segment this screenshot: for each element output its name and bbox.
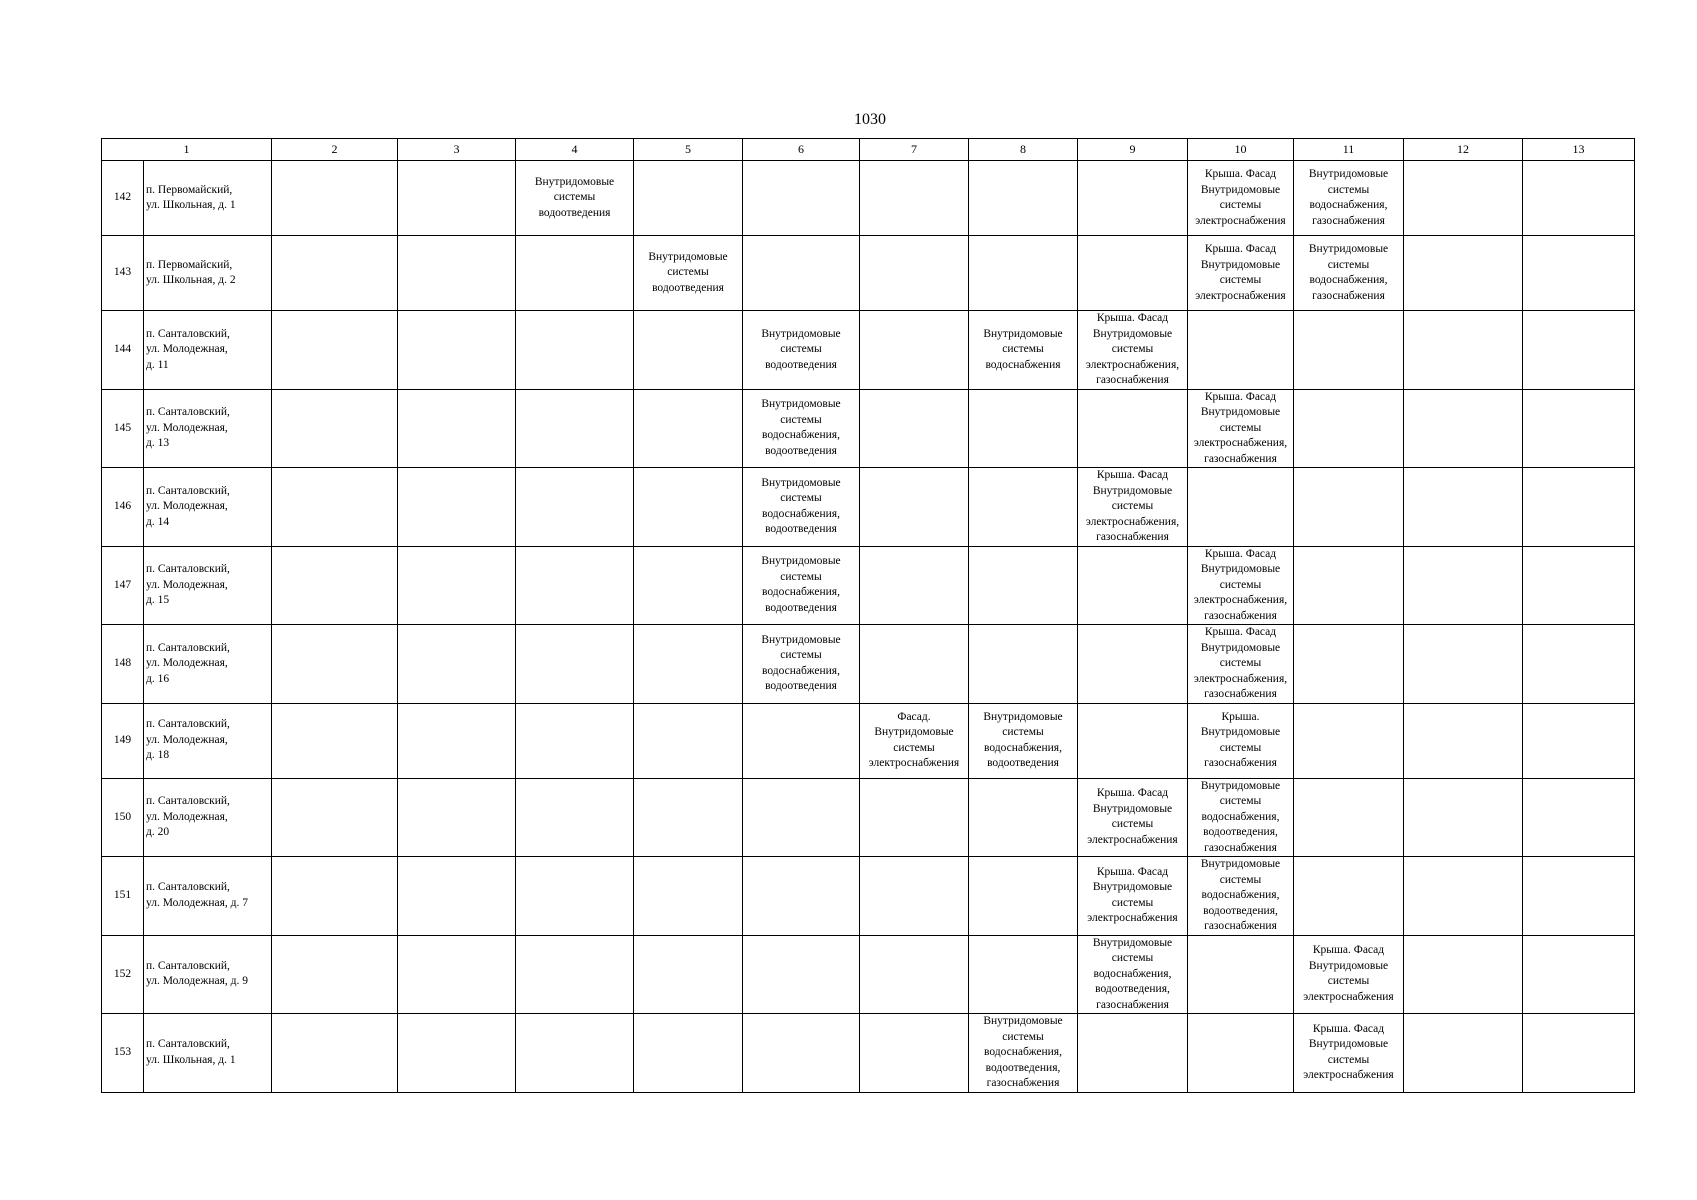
table-cell: Внутридомовые системы водоснабжения, водоотведения (743, 468, 860, 547)
table-cell: Внутридомовые системы водоснабжения, газоснабжения (1294, 236, 1404, 311)
table-cell (516, 1014, 634, 1093)
repair-schedule-table (101, 138, 1635, 1093)
column-header: 3 (398, 139, 516, 161)
table-cell (634, 703, 743, 778)
address-cell: п. Санталовский, ул. Молодежная, д. 20 (144, 778, 272, 857)
address-cell: п. Санталовский, ул. Молодежная, д. 16 (144, 625, 272, 704)
address-cell: п. Санталовский, ул. Молодежная, д. 18 (144, 703, 272, 778)
table-cell: Внутридомовые системы водоснабжения, водоотведения, газоснабжения (969, 1014, 1078, 1093)
table-cell: Внутридомовые системы водоотведения (634, 236, 743, 311)
row-number: 152 (102, 935, 144, 1014)
table-cell: Крыша. Фасад Внутридомовые системы электроснабжения, газоснабжения (1188, 625, 1294, 704)
table-cell: Крыша. Фасад Внутридомовые системы электроснабжения (1188, 161, 1294, 236)
table-cell (272, 389, 398, 468)
address-cell: п. Санталовский, ул. Молодежная, д. 9 (144, 935, 272, 1014)
table-cell (743, 161, 860, 236)
row-number: 149 (102, 703, 144, 778)
table-cell (516, 703, 634, 778)
table-cell (1294, 468, 1404, 547)
table-cell (634, 935, 743, 1014)
table-cell (1523, 161, 1635, 236)
row-number: 148 (102, 625, 144, 704)
table-cell (272, 161, 398, 236)
table-cell (1523, 857, 1635, 936)
table-cell: Крыша. Фасад Внутридомовые системы электроснабжения (1078, 857, 1188, 936)
table-cell (743, 935, 860, 1014)
column-header: 12 (1404, 139, 1523, 161)
table-cell: Внутридомовые системы водоснабжения, водоотведения (969, 703, 1078, 778)
table-cell (1294, 625, 1404, 704)
table-cell (1188, 1014, 1294, 1093)
table-cell (860, 778, 969, 857)
table-cell (1523, 546, 1635, 625)
table-cell (398, 161, 516, 236)
table-cell: Крыша. Внутридомовые системы газоснабжения (1188, 703, 1294, 778)
table-cell: Крыша. Фасад Внутридомовые системы электроснабжения, газоснабжения (1078, 311, 1188, 390)
table-cell (634, 1014, 743, 1093)
table-cell (1294, 703, 1404, 778)
table-cell (634, 468, 743, 547)
column-header: 9 (1078, 139, 1188, 161)
table-row (102, 1014, 1635, 1093)
table-cell (398, 236, 516, 311)
table-cell (272, 935, 398, 1014)
table-cell (634, 546, 743, 625)
table-cell: Крыша. Фасад Внутридомовые системы электроснабжения (1294, 935, 1404, 1014)
column-header: 11 (1294, 139, 1404, 161)
table-cell: Внутридомовые системы водоснабжения, водоотведения, газоснабжения (1188, 778, 1294, 857)
table-row (102, 311, 1635, 390)
table-row (102, 161, 1635, 236)
table-cell: Внутридомовые системы водоснабжения, водоотведения, газоснабжения (1188, 857, 1294, 936)
column-header: 10 (1188, 139, 1294, 161)
column-header: 6 (743, 139, 860, 161)
table-cell (272, 311, 398, 390)
table-cell (1404, 778, 1523, 857)
header-row (102, 139, 1635, 161)
table-cell (969, 625, 1078, 704)
table-cell: Фасад. Внутридомовые системы электроснабжения (860, 703, 969, 778)
table-cell (969, 546, 1078, 625)
table-cell: Крыша. Фасад Внутридомовые системы электроснабжения (1188, 236, 1294, 311)
table-cell (1404, 625, 1523, 704)
table-cell (516, 311, 634, 390)
table-cell (1078, 546, 1188, 625)
table-cell: Внутридомовые системы водоснабжения, водоотведения (743, 625, 860, 704)
table-cell (272, 546, 398, 625)
table-cell: Крыша. Фасад Внутридомовые системы электроснабжения, газоснабжения (1078, 468, 1188, 547)
table-cell (1294, 389, 1404, 468)
table-cell (516, 236, 634, 311)
table-cell (1523, 935, 1635, 1014)
table-row (102, 625, 1635, 704)
table-cell (1188, 311, 1294, 390)
table-cell (516, 935, 634, 1014)
table-cell (1404, 546, 1523, 625)
table-cell (1404, 703, 1523, 778)
table-cell: Крыша. Фасад Внутридомовые системы электроснабжения, газоснабжения (1188, 546, 1294, 625)
address-cell: п. Санталовский, ул. Молодежная, д. 14 (144, 468, 272, 547)
table-cell (634, 857, 743, 936)
row-number: 153 (102, 1014, 144, 1093)
address-cell: п. Санталовский, ул. Школьная, д. 1 (144, 1014, 272, 1093)
table-cell (1523, 778, 1635, 857)
table-cell (1404, 935, 1523, 1014)
row-number: 143 (102, 236, 144, 311)
column-header: 7 (860, 139, 969, 161)
row-number: 144 (102, 311, 144, 390)
table-cell (1078, 1014, 1188, 1093)
table-row (102, 546, 1635, 625)
table-cell (398, 778, 516, 857)
table-cell (398, 1014, 516, 1093)
table-cell (743, 778, 860, 857)
table-cell (272, 778, 398, 857)
table-cell (1404, 236, 1523, 311)
table-cell (743, 703, 860, 778)
table-cell (860, 546, 969, 625)
table-cell (1078, 236, 1188, 311)
table-cell (516, 546, 634, 625)
table-cell (398, 703, 516, 778)
table-row (102, 389, 1635, 468)
table-cell: Внутридомовые системы водоснабжения, газоснабжения (1294, 161, 1404, 236)
table-cell (516, 468, 634, 547)
table-cell (860, 935, 969, 1014)
table-cell (1188, 935, 1294, 1014)
table-cell (860, 625, 969, 704)
table-cell (743, 1014, 860, 1093)
table-cell: Крыша. Фасад Внутридомовые системы электроснабжения (1294, 1014, 1404, 1093)
table-cell: Крыша. Фасад Внутридомовые системы электроснабжения, газоснабжения (1188, 389, 1294, 468)
table-cell (1523, 468, 1635, 547)
table-cell (1523, 1014, 1635, 1093)
table-cell (860, 1014, 969, 1093)
table-cell (1188, 468, 1294, 547)
table-cell (969, 389, 1078, 468)
address-cell: п. Санталовский, ул. Молодежная, д. 15 (144, 546, 272, 625)
table-cell (1294, 546, 1404, 625)
table-cell (1078, 389, 1188, 468)
column-header: 5 (634, 139, 743, 161)
table-row (102, 778, 1635, 857)
table-cell (1294, 778, 1404, 857)
table-cell: Крыша. Фасад Внутридомовые системы электроснабжения (1078, 778, 1188, 857)
address-cell: п. Первомайский, ул. Школьная, д. 2 (144, 236, 272, 311)
table-cell: Внутридомовые системы водоснабжения (969, 311, 1078, 390)
table-cell: Внутридомовые системы водоотведения (743, 311, 860, 390)
table-cell (634, 389, 743, 468)
table-cell (860, 311, 969, 390)
table-cell: Внутридомовые системы водоснабжения, водоотведения (743, 389, 860, 468)
table-cell (1294, 857, 1404, 936)
table-cell (272, 236, 398, 311)
table-cell (1523, 703, 1635, 778)
table-cell (1078, 703, 1188, 778)
row-number: 147 (102, 546, 144, 625)
column-header: 4 (516, 139, 634, 161)
row-number: 145 (102, 389, 144, 468)
table-cell (1294, 311, 1404, 390)
table-cell (516, 778, 634, 857)
table-cell (860, 161, 969, 236)
column-header: 8 (969, 139, 1078, 161)
column-header: 1 (102, 139, 272, 161)
table-cell (969, 778, 1078, 857)
table-cell (860, 389, 969, 468)
table-row (102, 857, 1635, 936)
table-cell: Внутридомовые системы водоснабжения, водоотведения, газоснабжения (1078, 935, 1188, 1014)
table-row (102, 703, 1635, 778)
table-cell (272, 468, 398, 547)
row-number: 151 (102, 857, 144, 936)
table-cell (272, 857, 398, 936)
row-number: 142 (102, 161, 144, 236)
table-cell (743, 857, 860, 936)
table-cell (634, 161, 743, 236)
table-cell (516, 857, 634, 936)
table-cell (1523, 311, 1635, 390)
table-cell (743, 236, 860, 311)
table-cell (969, 161, 1078, 236)
table-cell (1523, 389, 1635, 468)
table-cell (634, 625, 743, 704)
table-cell (272, 625, 398, 704)
table-cell (398, 625, 516, 704)
table-row (102, 935, 1635, 1014)
table-cell (1523, 236, 1635, 311)
table-cell (860, 468, 969, 547)
table-cell (1523, 625, 1635, 704)
address-cell: п. Санталовский, ул. Молодежная, д. 13 (144, 389, 272, 468)
table-cell: Внутридомовые системы водоснабжения, водоотведения (743, 546, 860, 625)
table-cell (860, 857, 969, 936)
table-cell (516, 389, 634, 468)
address-cell: п. Санталовский, ул. Молодежная, д. 11 (144, 311, 272, 390)
table-cell (860, 236, 969, 311)
table-cell (969, 935, 1078, 1014)
table-cell (1404, 389, 1523, 468)
table-cell (969, 236, 1078, 311)
table-cell (398, 311, 516, 390)
table-cell (398, 389, 516, 468)
column-header: 2 (272, 139, 398, 161)
row-number: 150 (102, 778, 144, 857)
table-cell (969, 468, 1078, 547)
address-cell: п. Санталовский, ул. Молодежная, д. 7 (144, 857, 272, 936)
table-cell (634, 778, 743, 857)
page-number: 1030 (854, 111, 886, 128)
table-cell (634, 311, 743, 390)
table-row (102, 468, 1635, 547)
table-cell (398, 546, 516, 625)
table-cell (969, 857, 1078, 936)
table-cell: Внутридомовые системы водоотведения (516, 161, 634, 236)
table-cell (1404, 311, 1523, 390)
table-cell (1404, 161, 1523, 236)
table-cell (1404, 1014, 1523, 1093)
table-row (102, 236, 1635, 311)
column-header: 13 (1523, 139, 1635, 161)
table-cell (1404, 857, 1523, 936)
table-cell (1078, 161, 1188, 236)
table-cell (1404, 468, 1523, 547)
table-cell (272, 703, 398, 778)
address-cell: п. Первомайский, ул. Школьная, д. 1 (144, 161, 272, 236)
table-cell (398, 935, 516, 1014)
table-cell (1078, 625, 1188, 704)
row-number: 146 (102, 468, 144, 547)
table-cell (398, 468, 516, 547)
table-cell (398, 857, 516, 936)
table-cell (516, 625, 634, 704)
table-cell (272, 1014, 398, 1093)
